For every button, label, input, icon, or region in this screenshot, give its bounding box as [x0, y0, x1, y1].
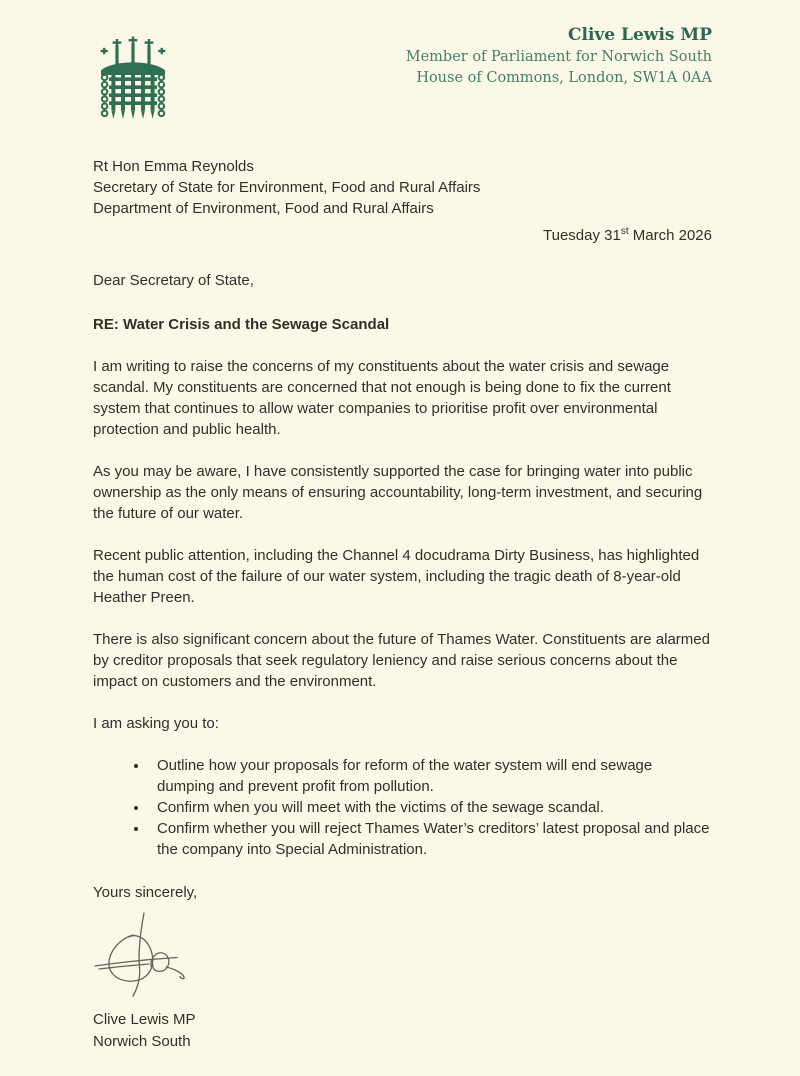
date-line: [93, 227, 712, 244]
letter-paragraphs: [93, 356, 712, 692]
salutation: Dear Secretary of State,: [93, 272, 254, 289]
letter-paragraph: Recent public attention, including the Channel 4 docudrama Dirty Business, has highlighted the human cost of the failure of our water system, including the tragic death of 8-year-old Heather Preen.: [93, 547, 700, 606]
request-item: • Outline how your proposals for reform of the water system will end sewage dumping and prevent profit from pollution.: [149, 755, 712, 797]
request-intro: I am asking you to:: [93, 715, 219, 732]
request-item: • Confirm whether you will reject Thames Water’s creditors’ latest proposal and place the company into Special Administration.: [149, 818, 712, 860]
letterhead: [93, 25, 712, 132]
signoff-block: [93, 1009, 712, 1053]
closing-line: Yours sincerely,: [93, 884, 198, 901]
date-ordinal: st: [620, 226, 629, 237]
sender-name: Clive Lewis MP: [567, 25, 712, 45]
date-suffix: March 2026: [628, 227, 712, 244]
letter-paragraph: There is also significant concern about the future of Thames Water. Constituents are alarmed by creditor proposals that seek regulatory leniency and raise serious concerns about the impact on customers and the environment.: [93, 631, 710, 690]
subject-line: RE: Water Crisis and the Sewage Scandal: [93, 316, 390, 333]
portcullis-crest-icon: [93, 30, 173, 128]
sender-address: House of Commons, London, SW1A 0AA: [416, 70, 712, 86]
signoff-constituency: Norwich South: [93, 1033, 191, 1050]
letter-paragraph: As you may be aware, I have consistently supported the case for bringing water into public ownership as the only means of ensuring accountability, long-term investment, and securing the future of our water.: [93, 463, 703, 522]
recipient-line: Department of Environment, Food and Rural Affairs: [93, 200, 434, 217]
recipient-block: [93, 156, 712, 219]
signature: [87, 909, 712, 1005]
request-item: • Confirm when you will meet with the victims of the sewage scandal.: [149, 797, 712, 818]
letter-paragraph: I am writing to raise the concerns of my constituents about the water crisis and sewage scandal. My constituents are concerned that not enough is being done to fix the current system that continues to allow water companies to prioritise profit over environmental protection and public health.: [93, 358, 671, 438]
recipient-line: Secretary of State for Environment, Food and Rural Affairs: [93, 179, 481, 196]
sender-role: Member of Parliament for Norwich South: [405, 49, 712, 65]
recipient-line: Rt Hon Emma Reynolds: [93, 158, 254, 175]
date-prefix: Tuesday 31: [543, 227, 621, 244]
sender-block: [406, 24, 712, 89]
signoff-name: Clive Lewis MP: [93, 1011, 196, 1028]
request-list: [93, 755, 712, 860]
clive-lewis-signature-icon: [87, 909, 217, 1005]
